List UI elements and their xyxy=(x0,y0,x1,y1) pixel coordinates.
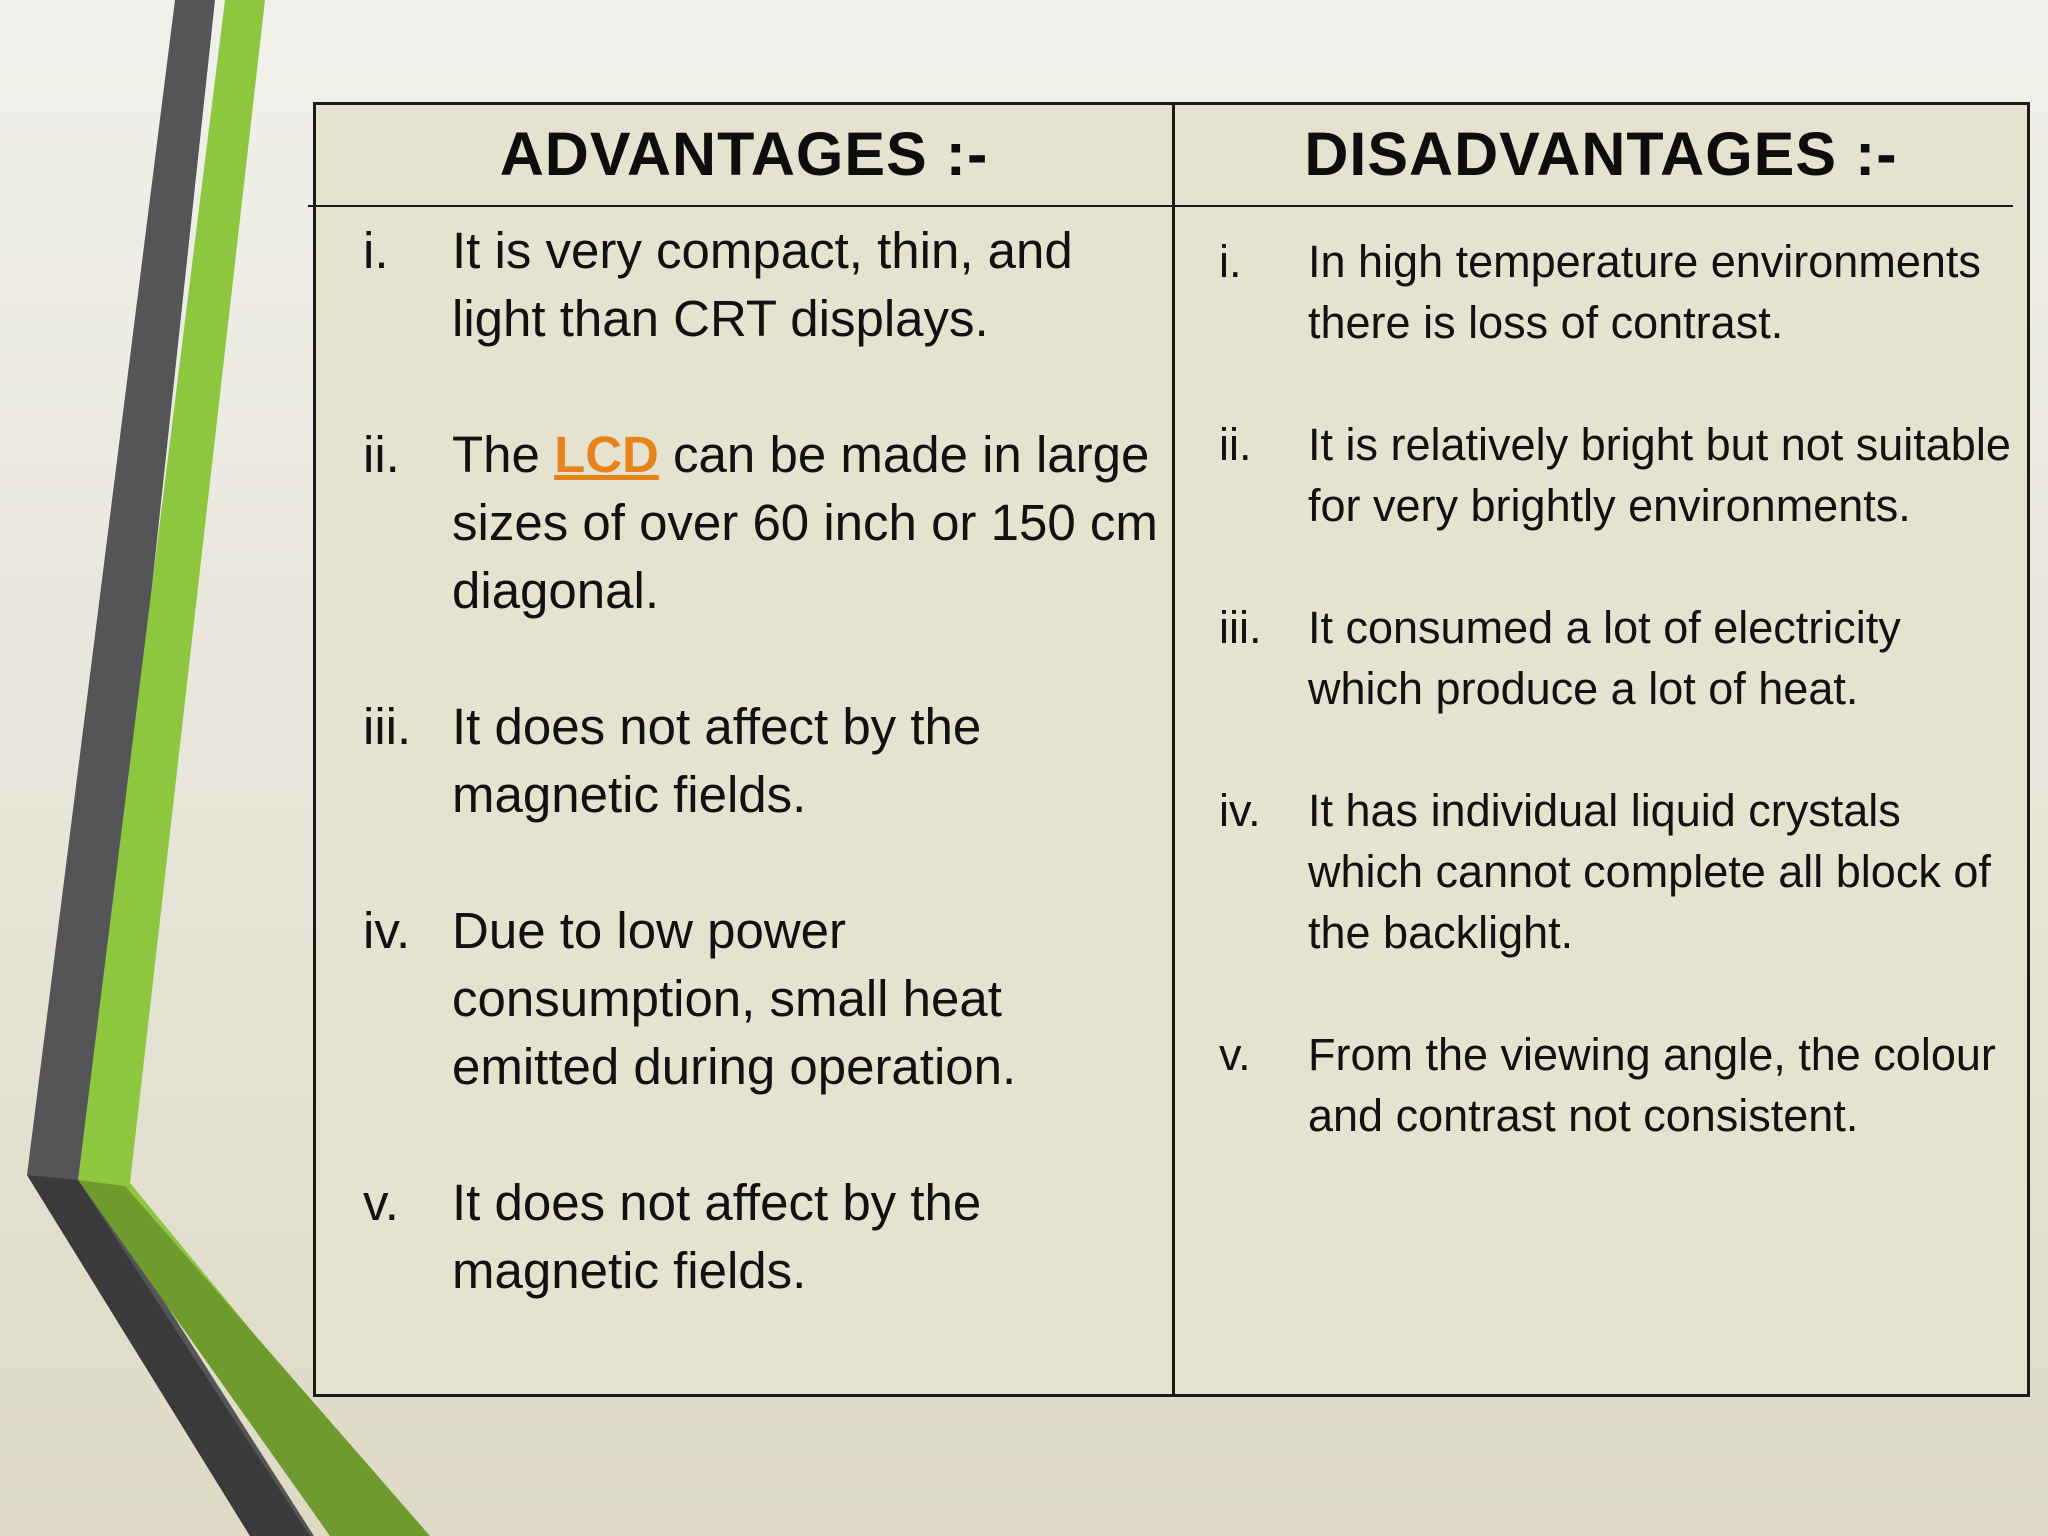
disadvantage-item xyxy=(1219,780,2019,963)
disadvantage-item xyxy=(1219,414,2019,536)
item-text: It does not affect by the magnetic fields. xyxy=(452,1174,982,1299)
disadvantages-list xyxy=(1219,231,2019,1146)
advantages-heading: ADVANTAGES :- xyxy=(499,120,989,188)
comparison-table xyxy=(313,102,2030,1397)
disadvantage-item xyxy=(1219,597,2019,719)
disadvantages-heading: DISADVANTAGES :- xyxy=(1304,120,1898,188)
item-number: i. xyxy=(1219,236,1242,287)
item-text: It is very compact, thin, and light than CRT displays. xyxy=(452,222,1073,347)
item-number: ii. xyxy=(1219,419,1252,470)
header-rule xyxy=(308,205,2013,207)
item-text-post: can be made in large sizes of over 60 inch or 150 cm diagonal. xyxy=(452,426,1158,619)
disadvantage-item xyxy=(1219,231,2019,353)
item-text: It is relatively bright but not suitable for very brightly environments. xyxy=(1308,419,2011,531)
item-text-pre: The xyxy=(452,426,555,483)
item-text: It consumed a lot of electricity which produce a lot of heat. xyxy=(1308,602,1901,714)
advantages-list xyxy=(363,217,1163,1373)
item-number: i. xyxy=(363,222,389,279)
item-text xyxy=(452,421,1163,625)
item-text: In high temperature environments there is loss of contrast. xyxy=(1308,236,1981,348)
advantage-item xyxy=(363,897,1163,1101)
item-number: v. xyxy=(363,1174,399,1231)
item-text: Due to low power consumption, small heat emitted during operation. xyxy=(452,902,1017,1095)
item-text: It has individual liquid crystals which cannot complete all block of the backlight. xyxy=(1308,785,1991,958)
item-text: From the viewing angle, the colour and contrast not consistent. xyxy=(1308,1029,1996,1141)
item-number: iv. xyxy=(363,902,411,959)
item-number: iii. xyxy=(1219,602,1262,653)
item-number: iv. xyxy=(1219,785,1261,836)
advantage-item xyxy=(363,693,1163,829)
item-number: ii. xyxy=(363,426,400,483)
advantage-item xyxy=(363,217,1163,353)
item-number: iii. xyxy=(363,698,412,755)
item-number: v. xyxy=(1219,1029,1251,1080)
advantage-item xyxy=(363,1169,1163,1305)
column-divider xyxy=(1172,105,1175,1394)
disadvantage-item xyxy=(1219,1024,2019,1146)
item-text: It does not affect by the magnetic fields. xyxy=(452,698,982,823)
advantage-item xyxy=(363,421,1163,625)
lcd-link[interactable]: LCD xyxy=(554,426,659,483)
